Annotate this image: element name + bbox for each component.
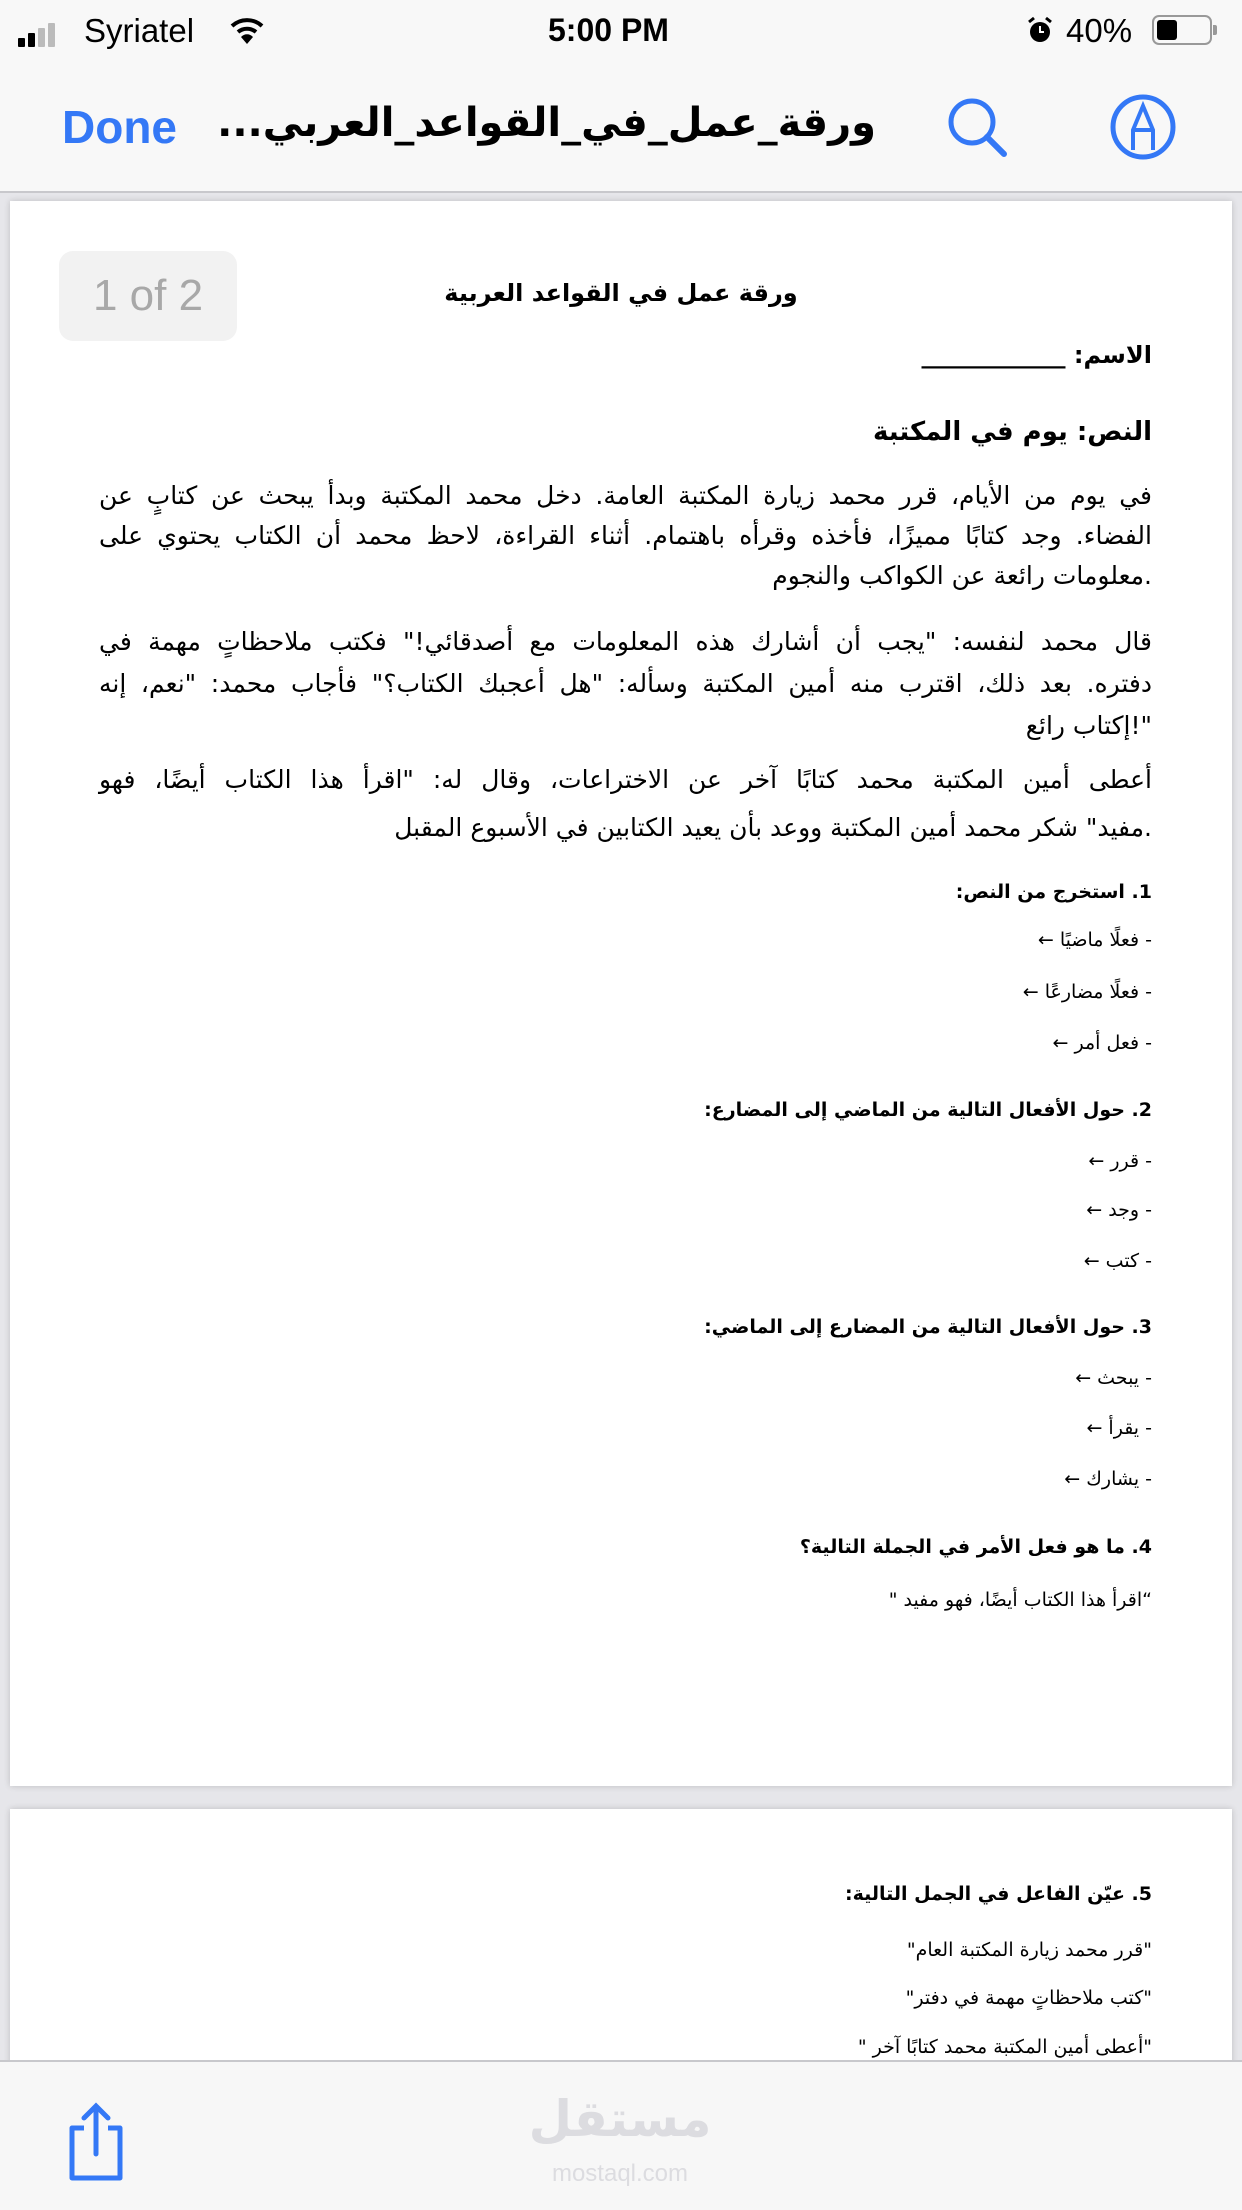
watermark-domain: mostaql.com [551, 2160, 689, 2187]
question-item: - كتب ← [1083, 1250, 1152, 1272]
question-item: "كتب ملاحظاتٍ مهمة في دفتر" [905, 1987, 1152, 2009]
question-item: "أعطى أمين المكتبة محمد كتابًا آخر " [857, 2036, 1152, 2058]
paragraph-line: قال محمد لنفسه: "يجب أن أشارك هذه المعلومات مع أصدقائي!" فكتب ملاحظاتٍ مهمة في [99, 627, 1152, 656]
search-icon[interactable] [942, 92, 1012, 162]
question-item: - فعلًا مضارعًا ← [1022, 981, 1152, 1003]
bottom-toolbar [0, 2060, 1242, 2210]
question-heading: 3. حول الأفعال التالية من المضارع إلى الماضي: [704, 1316, 1152, 1338]
question-item: - فعل أمر ← [1052, 1032, 1152, 1054]
nav-bar [0, 62, 1242, 193]
passage-heading: النص: يوم في المكتبة [873, 417, 1152, 447]
question-item: - وجد ← [1086, 1199, 1152, 1221]
pdf-page-1 [10, 201, 1232, 1786]
question-item: - يبحث ← [1075, 1367, 1152, 1389]
paragraph-line: الفضاء. وجد كتابًا مميزًا، فأخذه وقرأه باهتمام. أثناء القراءة، لاحظ محمد أن الكتاب يحتوي على [99, 521, 1152, 550]
question-item: - فعلًا ماضيًا ← [1037, 929, 1152, 951]
share-icon[interactable] [64, 2102, 128, 2182]
page-counter: 1 of 2 [59, 251, 237, 341]
question-item: - قرر ← [1088, 1150, 1152, 1172]
wifi-icon [230, 16, 264, 46]
watermark-logo: مستقل [528, 2090, 712, 2148]
paragraph-line: دفتره. بعد ذلك، اقترب منه أمين المكتبة وسأله: "هل أعجبك الكتاب؟" فأجاب محمد: "نعم، إنه [99, 669, 1152, 698]
question-item: "قرر محمد زيارة المكتبة العام" [906, 1939, 1152, 1961]
paragraph-line: "!إكتاب رائع [1025, 711, 1152, 740]
document-title: ورقة_عمل_في_القواعد_العربي... [217, 100, 876, 146]
clock: 5:00 PM [548, 12, 669, 48]
carrier: Syriatel [84, 12, 195, 49]
markup-icon[interactable] [1108, 92, 1178, 162]
question-item: “اقرأ هذا الكتاب أيضًا، فهو مفيد " [888, 1589, 1152, 1611]
alarm-icon [1026, 16, 1054, 46]
battery-percent: 40% [1066, 12, 1133, 49]
paragraph-line: .مفيد" شكر محمد أمين المكتبة ووعد بأن يعيد الكتابين في الأسبوع المقبل [394, 813, 1152, 842]
paragraph-line: أعطى أمين المكتبة محمد كتابًا آخر عن الاختراعات، وقال له: "اقرأ هذا الكتاب أيضًا، فهو [99, 765, 1152, 794]
question-heading: 5. عيّن الفاعل في الجمل التالية: [844, 1883, 1152, 1905]
question-heading: 2. حول الأفعال التالية من الماضي إلى المضارع: [704, 1099, 1152, 1121]
paragraph-line: .معلومات رائعة عن الكواكب والنجوم [772, 561, 1152, 590]
done-button[interactable]: Done [62, 101, 177, 153]
question-heading: 4. ما هو فعل الأمر في الجملة التالية؟ [799, 1536, 1152, 1558]
question-heading: 1. استخرج من النص: [955, 881, 1152, 903]
worksheet-title: ورقة عمل في القواعد العربية [444, 279, 798, 307]
battery-icon [1152, 15, 1212, 45]
status-bar [0, 0, 1242, 62]
question-item: - يشارك ← [1064, 1468, 1152, 1490]
name-field-label: الاسم: ____________ [921, 341, 1152, 369]
paragraph-line: في يوم من الأيام، قرر محمد زيارة المكتبة العامة. دخل محمد المكتبة وبدأ يبحث عن كتابٍ عن [99, 481, 1152, 510]
question-item: - يقرأ ← [1086, 1417, 1152, 1439]
